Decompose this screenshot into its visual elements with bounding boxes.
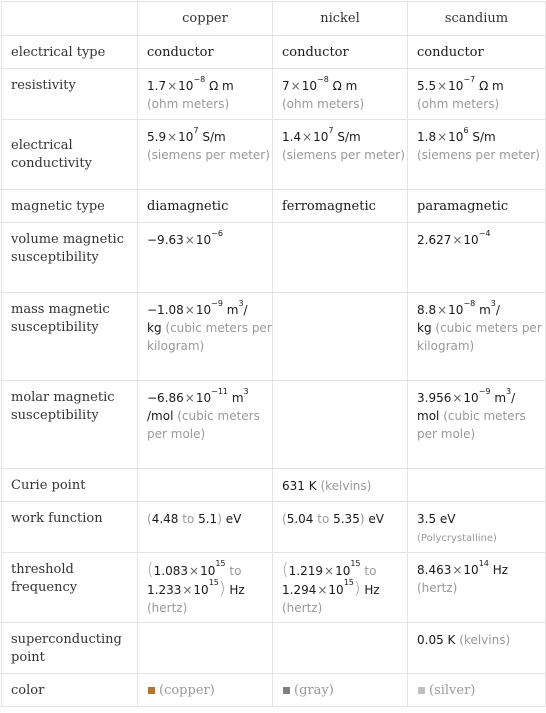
cell-value: conductor: [408, 36, 546, 69]
cell-value: $-1.08\times 10^{-9}$ $m^3/$ kg (cubic meters per kilogram): [138, 293, 273, 381]
row-label: electrical type: [2, 36, 138, 69]
column-header-nickel: nickel: [273, 2, 408, 36]
cell-value: diamagnetic: [138, 190, 273, 223]
cell-value: ($1.083\times 10^{15}$ to $1.233\times 10^{15}$) Hz (hertz): [138, 553, 273, 623]
column-header-scandium: scandium: [408, 2, 546, 36]
cell-value: 0.05 K (kelvins): [408, 623, 546, 674]
cell-value: $5.9\times 10^7$ S/m (siemens per meter): [138, 120, 273, 190]
cell-empty: [408, 469, 546, 502]
color-swatch-silver: [418, 687, 425, 694]
cell-empty: [273, 293, 408, 381]
cell-value: $8.463\times 10^{14}$ Hz (hertz): [408, 553, 546, 623]
cell-empty: [138, 623, 273, 674]
comparison-table: [1, 1, 546, 707]
table-row: [2, 293, 546, 381]
cell-value: $8.8\times 10^{-8}$ $m^3/$ kg (cubic meters per kilogram): [408, 293, 546, 381]
table-row: [2, 69, 546, 120]
cell-empty: [273, 381, 408, 469]
color-swatch-copper: [148, 687, 155, 694]
row-label: superconducting point: [2, 623, 138, 674]
cell-value: $-9.63\times 10^{-6}$: [138, 223, 273, 293]
corner-cell: [2, 2, 138, 36]
cell-empty: [138, 469, 273, 502]
row-label: color: [2, 674, 138, 707]
table-row: [2, 223, 546, 293]
cell-value: (5.04 to 5.35) eV: [273, 502, 408, 553]
cell-value: $1.4\times 10^7$ S/m (siemens per meter): [273, 120, 408, 190]
row-label: resistivity: [2, 69, 138, 120]
row-label: electrical conductivity: [2, 120, 138, 190]
cell-value: $1.7\times 10^{-8}$ Ω m (ohm meters): [138, 69, 273, 120]
table-row: [2, 623, 546, 674]
table-row: [2, 553, 546, 623]
cell-value: conductor: [138, 36, 273, 69]
cell-value: (gray): [273, 674, 408, 707]
row-label: molar magnetic susceptibility: [2, 381, 138, 469]
cell-value: conductor: [273, 36, 408, 69]
cell-value: $3.956\times 10^{-9}$ $m^3/$ mol (cubic meters per mole): [408, 381, 546, 469]
table-row: [2, 36, 546, 69]
cell-value: $1.8\times 10^6$ S/m (siemens per meter): [408, 120, 546, 190]
table-row: [2, 190, 546, 223]
table-row: [2, 469, 546, 502]
cell-value: $2.627\times 10^{-4}$: [408, 223, 546, 293]
cell-value: (copper): [138, 674, 273, 707]
cell-value: ferromagnetic: [273, 190, 408, 223]
cell-value: (silver): [408, 674, 546, 707]
cell-value: ($1.219\times 10^{15}$ to $1.294\times 10^{15}$) Hz (hertz): [273, 553, 408, 623]
cell-value: $-6.86\times 10^{-11}$ $m^3$ /mol (cubic meters per mole): [138, 381, 273, 469]
color-swatch-gray: [283, 687, 290, 694]
cell-value: 631 K (kelvins): [273, 469, 408, 502]
cell-value: 3.5 eV (Polycrystalline): [408, 502, 546, 553]
row-label: Curie point: [2, 469, 138, 502]
cell-value: paramagnetic: [408, 190, 546, 223]
cell-empty: [273, 223, 408, 293]
column-header-copper: copper: [138, 2, 273, 36]
row-label: volume magnetic susceptibility: [2, 223, 138, 293]
row-label: work function: [2, 502, 138, 553]
table-row: [2, 674, 546, 707]
row-label: mass magnetic susceptibility: [2, 293, 138, 381]
table-row: [2, 381, 546, 469]
table-row: [2, 120, 546, 190]
table-row: [2, 502, 546, 553]
row-label: magnetic type: [2, 190, 138, 223]
header-row: [2, 2, 546, 36]
row-label: threshold frequency: [2, 553, 138, 623]
cell-value: $5.5\times 10^{-7}$ Ω m (ohm meters): [408, 69, 546, 120]
cell-empty: [273, 623, 408, 674]
cell-value: (4.48 to 5.1) eV: [138, 502, 273, 553]
cell-value: $7\times 10^{-8}$ Ω m (ohm meters): [273, 69, 408, 120]
